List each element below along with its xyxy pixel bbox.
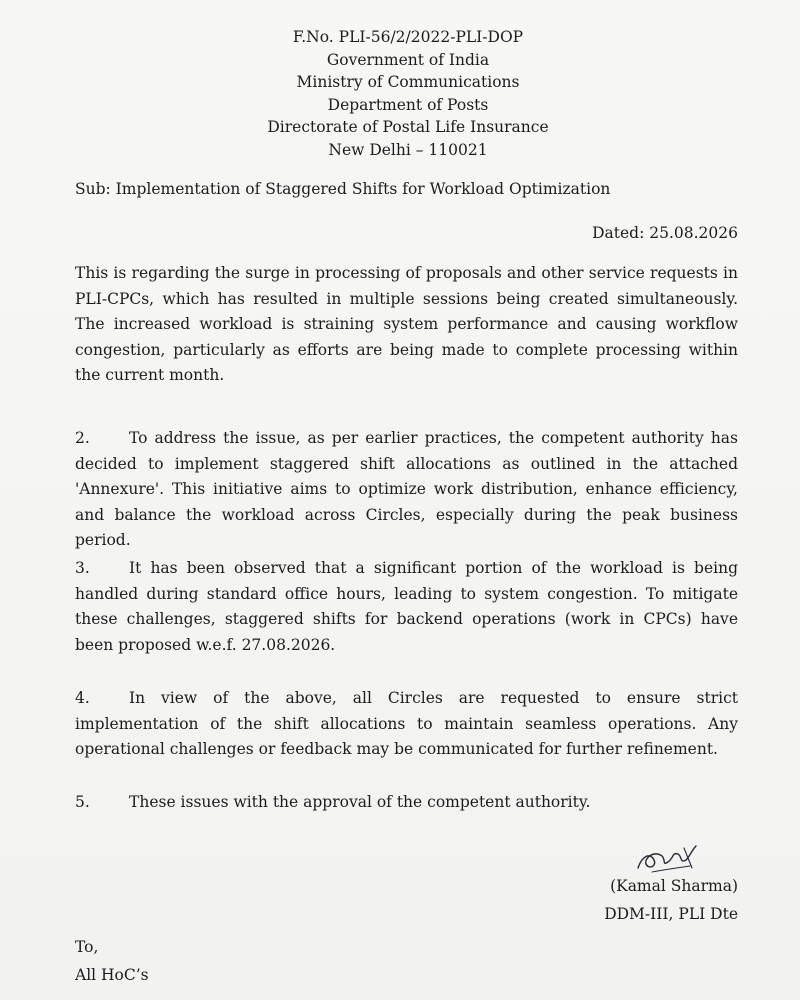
- paragraph-text: To address the issue, as per earlier practices, the competent authority has decided to implement staggered shift allocations as outlined in the attached 'Annexure'. This initiative aims to optimize work distribution, enhance efficiency, and balance the workload across Circles, especially during the peak business period.: [75, 429, 738, 549]
- to-label: To,: [75, 938, 99, 956]
- file-number: F.No. PLI-56/2/2022-PLI-DOP: [292, 28, 524, 46]
- handwritten-signature: [632, 838, 702, 878]
- department-line: Department of Posts: [327, 95, 489, 114]
- recipients: All HoC’s: [75, 966, 149, 984]
- paragraph-number: 2.: [75, 429, 90, 447]
- date-line: Dated: 25.08.2026: [592, 224, 738, 242]
- paragraph-text: These issues with the approval of the competent authority.: [129, 793, 591, 811]
- directorate-line: Directorate of Postal Life Insurance: [267, 118, 549, 136]
- paragraph-4: [75, 686, 738, 763]
- letter-header: [0, 26, 800, 161]
- signatory-designation: DDM-III, PLI Dte: [604, 905, 738, 923]
- paragraph-3: [75, 556, 738, 658]
- government-line: Government of India: [326, 50, 490, 69]
- paragraph-2: [75, 426, 738, 554]
- paragraph-text: It has been observed that a significant portion of the workload is being handled during standard office hours, leading to system congestion. To mitigate these challenges, staggered shifts for backend operations (work in CPCs) have been proposed w.e.f. 27.08.2026.: [75, 559, 738, 654]
- paragraph-text: In view of the above, all Circles are requested to ensure strict implementation of the shift allocations to maintain seamless operations. Any operational challenges or feedback may be communicated for further refinement.: [75, 689, 738, 758]
- address-line: New Delhi – 110021: [328, 140, 488, 159]
- ministry-line: Ministry of Communications: [296, 73, 520, 91]
- signatory-name: (Kamal Sharma): [610, 877, 738, 895]
- paragraph-number: 4.: [75, 689, 90, 707]
- paragraph-text: This is regarding the surge in processing of proposals and other service requests in PLI-CPCs, which has resulted in multiple sessions being created simultaneously. The increased workload is straining system performance and causing workflow congestion, particularly as efforts are being made to complete processing within the current month.: [75, 264, 738, 384]
- paragraph-number: 3.: [75, 559, 90, 577]
- paragraph-1: [75, 261, 738, 389]
- paragraph-number: 5.: [75, 793, 90, 811]
- subject-line: Sub: Implementation of Staggered Shifts for Workload Optimization: [75, 180, 611, 198]
- paragraph-5: [75, 790, 738, 816]
